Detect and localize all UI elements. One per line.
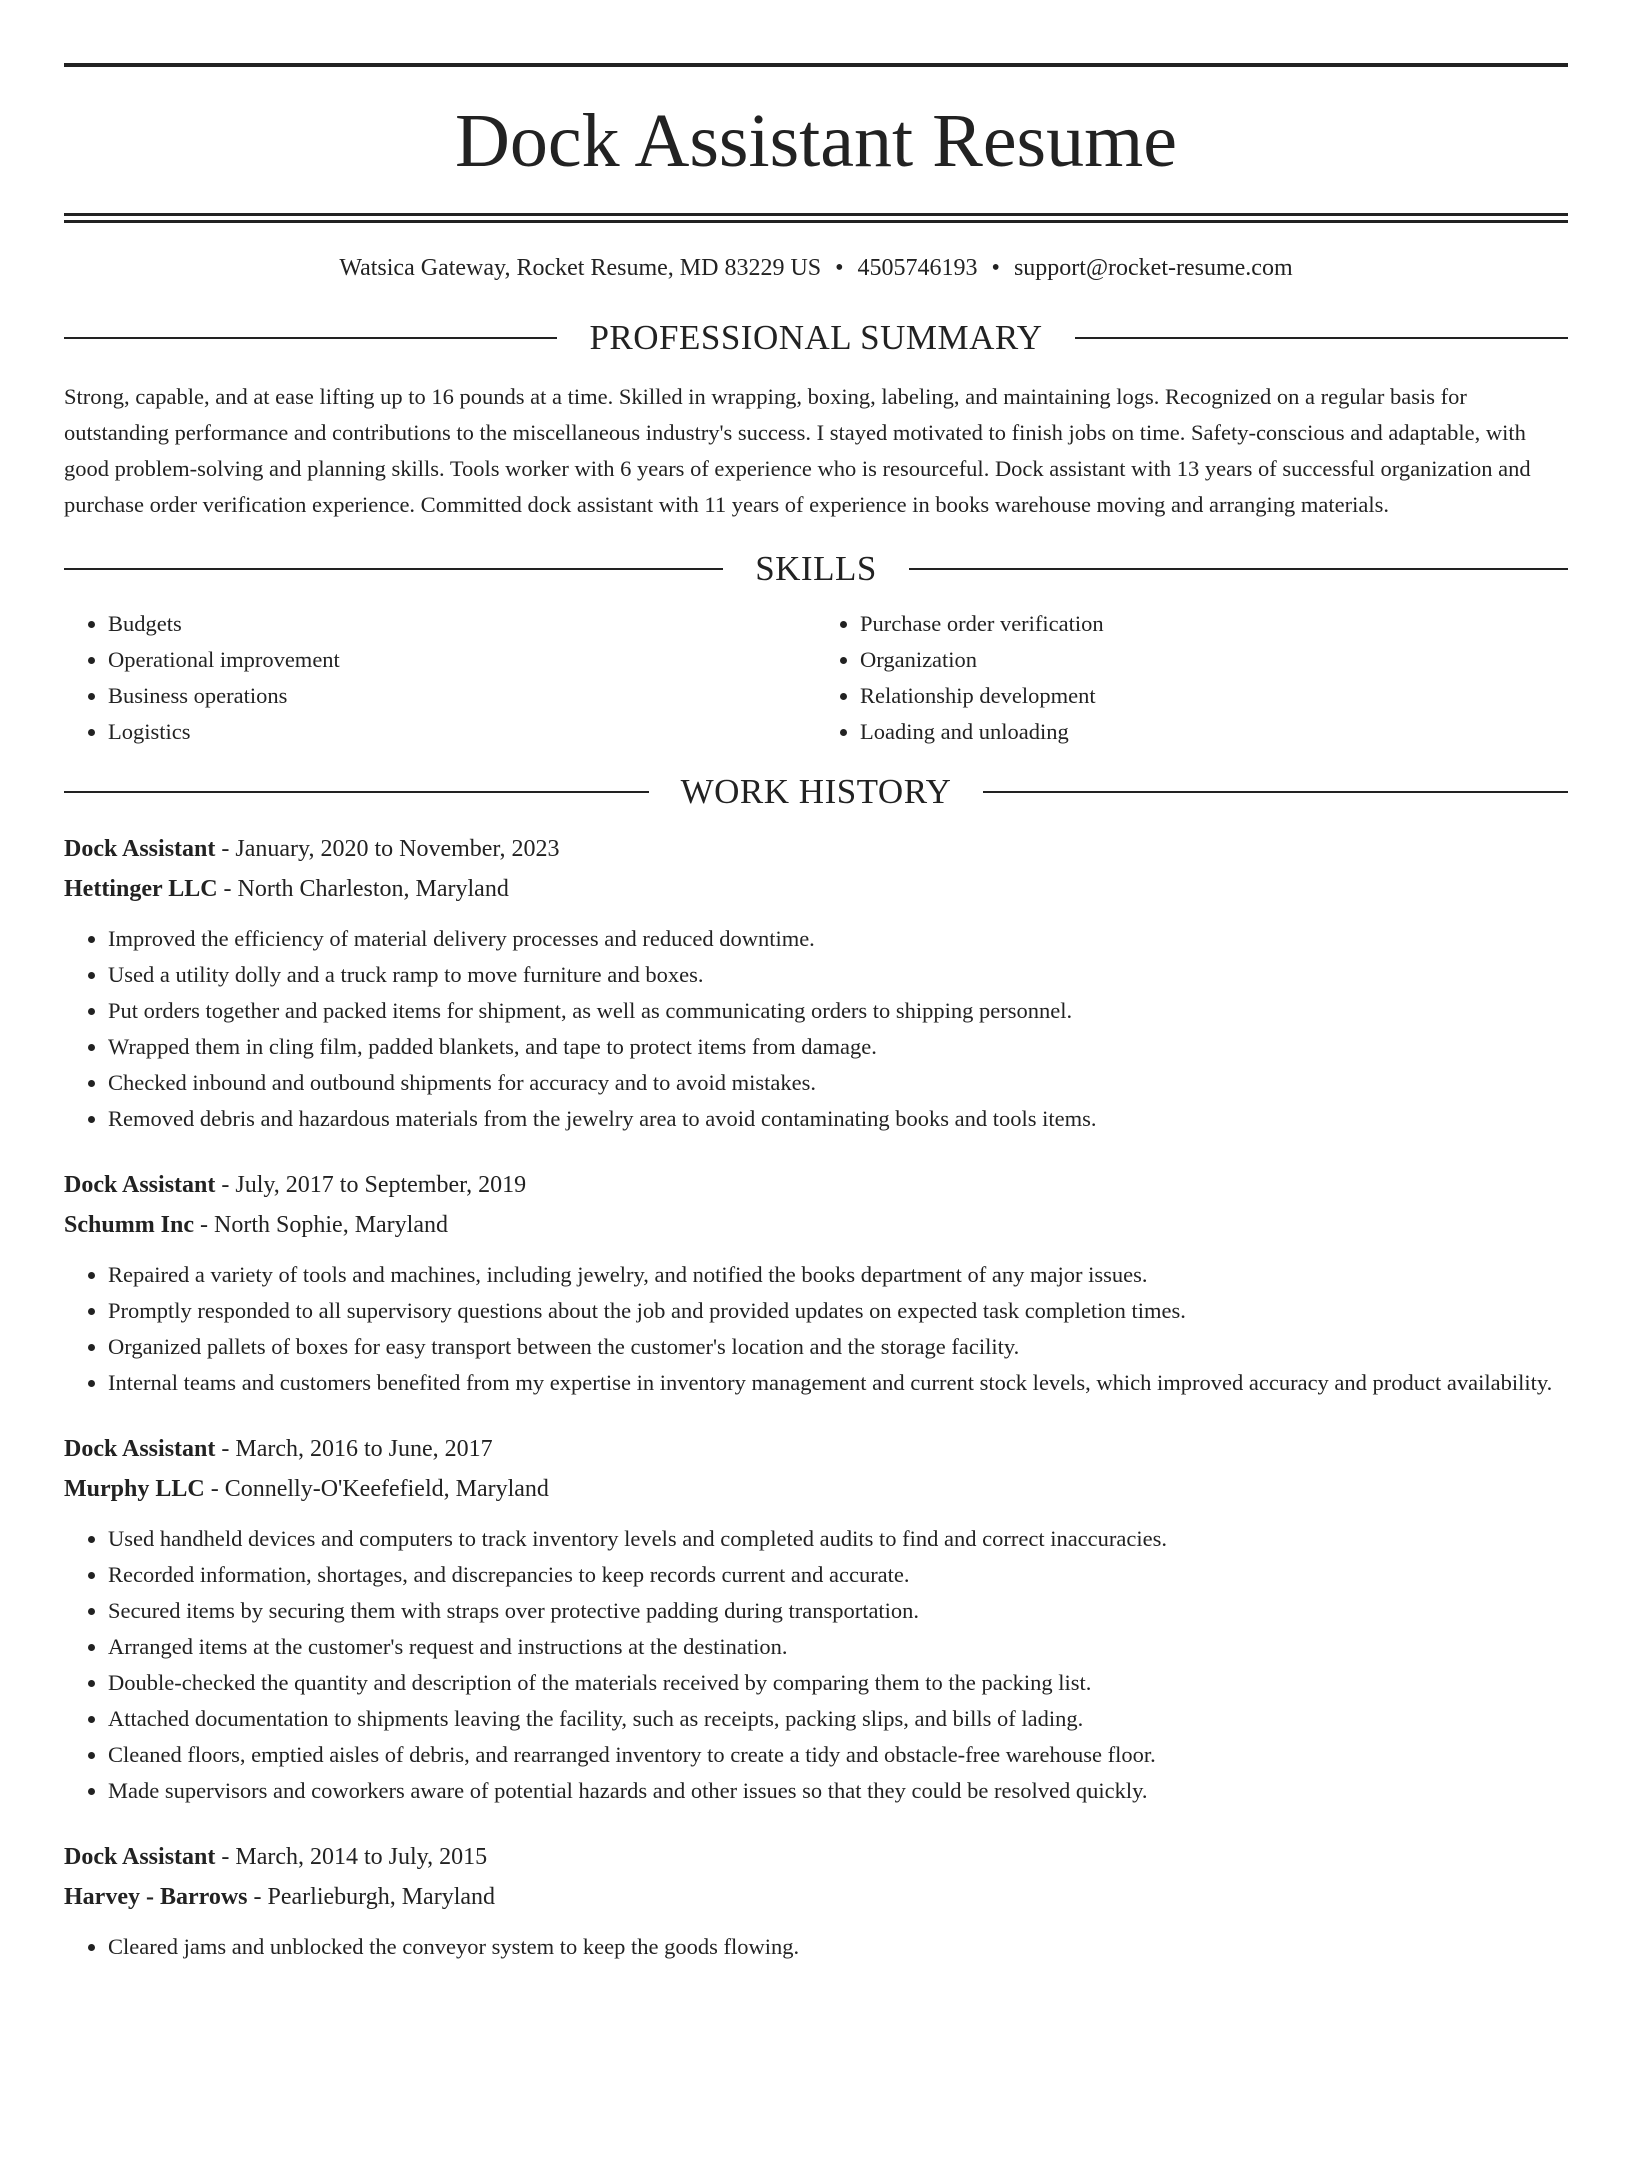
job-bullet: • Made supervisors and coworkers aware of potential hazards and other issues so that they could be resolved quickly.: [108, 1773, 1568, 1809]
job-bullets: [64, 1257, 1568, 1401]
job-title-line: [64, 1165, 1568, 1205]
skill-item: • Business operations: [108, 678, 816, 714]
job-bullet: • Improved the efficiency of material delivery processes and reduced downtime.: [108, 921, 1568, 957]
job-location: North Charleston, Maryland: [237, 876, 509, 902]
job-bullet: • Attached documentation to shipments leaving the facility, such as receipts, packing slips, and bills of lading.: [108, 1701, 1568, 1737]
job-bullet: • Organized pallets of boxes for easy transport between the customer's location and the storage facility.: [108, 1329, 1568, 1365]
job-bullets: [64, 1521, 1568, 1809]
job-dash: -: [247, 1884, 268, 1910]
skill-item: • Budgets: [108, 606, 816, 642]
job-bullet: • Double-checked the quantity and description of the materials received by comparing them to the packing list.: [108, 1665, 1568, 1701]
work-heading: [64, 774, 1568, 809]
job-company-line: [64, 1469, 1568, 1509]
job-company: Harvey - Barrows: [64, 1884, 248, 1910]
job-bullet: • Secured items by securing them with straps over protective padding during transportation.: [108, 1593, 1568, 1629]
job-entry: [64, 1837, 1568, 1965]
job-company-line: [64, 1877, 1568, 1917]
job-location: Pearlieburgh, Maryland: [267, 1884, 496, 1910]
job-dates: March, 2016 to June, 2017: [235, 1436, 493, 1462]
job-bullet: • Wrapped them in cling film, padded blankets, and tape to protect items from damage.: [108, 1029, 1568, 1065]
skill-item: • Relationship development: [860, 678, 1568, 714]
job-dash: -: [194, 1212, 215, 1238]
job-bullet: • Put orders together and packed items for shipment, as well as communicating orders to shipping personnel.: [108, 993, 1568, 1029]
job-title: Dock Assistant: [64, 1172, 216, 1198]
job-entry: [64, 1429, 1568, 1809]
page-title: Dock Assistant Resume: [455, 99, 1177, 183]
job-company-line: [64, 869, 1568, 909]
job-location: North Sophie, Maryland: [214, 1212, 448, 1238]
job-bullet: • Internal teams and customers benefited from my expertise in inventory management and current stock levels, which improved accuracy and product availability.: [108, 1365, 1568, 1401]
job-dates: March, 2014 to July, 2015: [235, 1844, 488, 1870]
job-bullet: • Removed debris and hazardous materials from the jewelry area to avoid contaminating books and tools items.: [108, 1101, 1568, 1137]
summary-heading-label: PROFESSIONAL SUMMARY: [589, 318, 1043, 357]
skills-column-right: [816, 606, 1568, 750]
skills-list: [64, 606, 1568, 750]
resume-page: [0, 63, 1632, 2175]
job-bullet: • Used a utility dolly and a truck ramp to move furniture and boxes.: [108, 957, 1568, 993]
job-bullet: • Promptly responded to all supervisory questions about the job and provided updates on expected task completion times.: [108, 1293, 1568, 1329]
skill-item: • Operational improvement: [108, 642, 816, 678]
job-bullets: [64, 1929, 1568, 1965]
job-dash: -: [204, 1476, 225, 1502]
job-dash: -: [215, 1172, 236, 1198]
job-bullets: [64, 921, 1568, 1137]
job-company: Hettinger LLC: [64, 876, 218, 902]
heading-rule: [1075, 337, 1568, 339]
contact-phone: 4505746193: [857, 255, 978, 281]
job-bullet: • Used handheld devices and computers to track inventory levels and completed audits to find and correct inaccuracies.: [108, 1521, 1568, 1557]
contact-line: [64, 255, 1568, 282]
heading-rule: [64, 791, 649, 793]
skills-column-left: [64, 606, 816, 750]
job-dates: January, 2020 to November, 2023: [235, 836, 560, 862]
contact-separator: •: [835, 255, 844, 281]
skill-item: • Logistics: [108, 714, 816, 750]
job-title-line: [64, 1429, 1568, 1469]
job-company: Murphy LLC: [64, 1476, 205, 1502]
job-company: Schumm Inc: [64, 1212, 195, 1238]
skills-heading-label: SKILLS: [755, 549, 877, 588]
job-entry: [64, 829, 1568, 1137]
skill-item: • Purchase order verification: [860, 606, 1568, 642]
top-rule: [64, 63, 1568, 67]
contact-email: support@rocket-resume.com: [1013, 255, 1293, 281]
job-entry: [64, 1165, 1568, 1401]
job-bullet: • Cleaned floors, emptied aisles of debris, and rearranged inventory to create a tidy and obstacle-free warehouse floor.: [108, 1737, 1568, 1773]
job-dash: -: [215, 1844, 236, 1870]
skill-item: • Organization: [860, 642, 1568, 678]
work-heading-label: WORK HISTORY: [680, 772, 952, 811]
job-title-line: [64, 1837, 1568, 1877]
summary-text: Strong, capable, and at ease lifting up to 16 pounds at a time. Skilled in wrapping, boxing, labeling, and maintaining logs. Recognized on a regular basis for outstanding performance and contributions to the miscellaneous industry's success. I stayed motivated to finish jobs on time. Safety-conscious and adaptable, with good problem-solving and planning skills. Tools worker with 6 years of experience who is resourceful. Dock assistant with 13 years of successful organization and purchase order verification experience. Committed dock assistant with 11 years of experience in books warehouse moving and arranging materials.: [64, 384, 1531, 517]
job-dash: -: [215, 836, 236, 862]
skill-item: • Loading and unloading: [860, 714, 1568, 750]
heading-rule: [64, 568, 723, 570]
heading-rule: [64, 337, 557, 339]
contact-separator: •: [991, 255, 1000, 281]
job-dash: -: [215, 1436, 236, 1462]
job-bullet: • Recorded information, shortages, and discrepancies to keep records current and accurate.: [108, 1557, 1568, 1593]
job-location: Connelly-O'Keefefield, Maryland: [224, 1476, 549, 1502]
heading-rule: [983, 791, 1568, 793]
heading-rule: [909, 568, 1568, 570]
job-bullet: • Repaired a variety of tools and machines, including jewelry, and notified the books department of any major issues.: [108, 1257, 1568, 1293]
job-title-line: [64, 829, 1568, 869]
skills-heading: [64, 551, 1568, 586]
job-bullet: • Arranged items at the customer's request and instructions at the destination.: [108, 1629, 1568, 1665]
job-bullet: • Checked inbound and outbound shipments for accuracy and to avoid mistakes.: [108, 1065, 1568, 1101]
job-title: Dock Assistant: [64, 1436, 216, 1462]
summary-heading: [64, 320, 1568, 355]
contact-address: Watsica Gateway, Rocket Resume, MD 83229 US: [339, 255, 822, 281]
job-title: Dock Assistant: [64, 1844, 216, 1870]
title-double-rule: [64, 213, 1568, 223]
job-title: Dock Assistant: [64, 836, 216, 862]
job-dash: -: [217, 876, 238, 902]
job-company-line: [64, 1205, 1568, 1245]
job-dates: July, 2017 to September, 2019: [235, 1172, 527, 1198]
job-bullet: • Cleared jams and unblocked the conveyor system to keep the goods flowing.: [108, 1929, 1568, 1965]
